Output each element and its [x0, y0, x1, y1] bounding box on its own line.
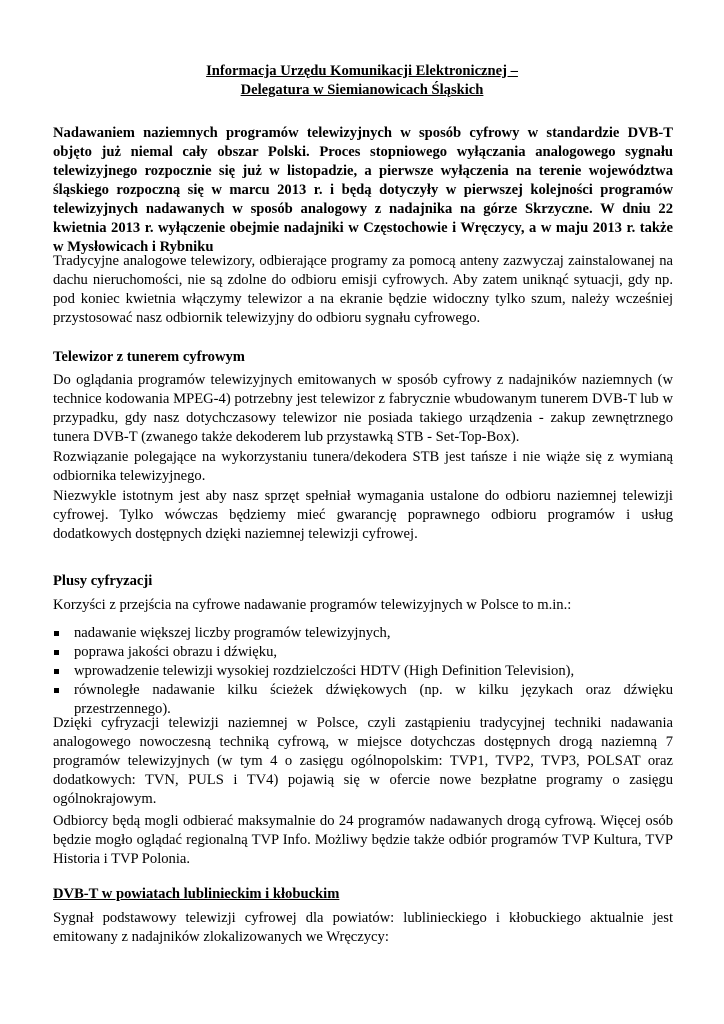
- tuner-paragraph-3: Niezwykle istotnym jest aby nasz sprzęt spełniał wymagania ustalone do odbioru naziemnej telewizji cyfrowej. Tylko wówczas będziemy mieć gwarancję poprawnego odbioru programów i usług dodatkowych dostępnych dzięki naziemnej telewizji cyfrowej.: [53, 488, 673, 542]
- list-item: nadawanie większej liczby programów telewizyjnych,: [53, 624, 673, 643]
- list-item: wprowadzenie telewizji wysokiej rozdzielczości HDTV (High Definition Television),: [53, 662, 673, 681]
- benefits-paragraph-1: Dzięki cyfryzacji telewizji naziemnej w Polsce, czyli zastąpieniu tradycyjnej techniki nadawania analogowego nowoczesną techniką cyfrową, w miejsce dotychczas dostępnych drogą naziemną 7 programów telewizyjnych (w tym 4 o zasięgu ogólnopolskim: TVP1, TVP2, TVP3, POLSAT oraz dodatkowych: TVN, PULS i TV4) pojawią się w ofercie nowe bezpłatne programy o zasięgu ogólnokrajowym.: [53, 715, 673, 807]
- section-heading-tuner: Telewizor z tunerem cyfrowym: [53, 349, 245, 365]
- bullet-icon: [54, 650, 59, 655]
- bullet-icon: [54, 669, 59, 674]
- tuner-paragraph-1: Do oglądania programów telewizyjnych emitowanych w sposób cyfrowy z nadajników naziemnych (w technice kodowania MPEG-4) potrzebny jest telewizor z fabrycznie wbudowanym tunerem DVB-T lub w przypadku, gdy nasz dotychczasowy telewizor nie posiada takiego urządzenia - zakup zewnętrznego tunera DVB-T (zwanego także dekoderem lub przystawką STB - Set-Top-Box).: [53, 372, 673, 445]
- document-title-line-2: Delegatura w Siemianowicach Śląskich: [240, 82, 484, 98]
- lead-paragraph: Nadawaniem naziemnych programów telewizyjnych w sposób cyfrowy w standardzie DVB-T objęto już niemal cały obszar Polski. Proces stopniowego wyłączania analogowego sygnału telewizyjnego rozpocznie się już w listopadzie, a pierwsze wyłączenia na terenie województwa śląskiego rozpoczną się w marcu 2013 r. i będą dotyczyły w pierwszej kolejności programów telewizyjnych nadawanych w sposób analogowy z nadajnika na górze Skrzyczne. W dniu 22 kwietnia 2013 r. wyłączenie obejmie nadajniki w Częstochowie i Wręczycy, a w maju 2013 r. także w Mysłowicach i Rybniku: [53, 125, 673, 255]
- bullet-icon: [54, 631, 59, 636]
- benefits-paragraph-2: Odbiorcy będą mogli odbierać maksymalnie do 24 programów nadawanych drogą cyfrową. Więcej osób będzie mogło oglądać regionalną TVP Info. Możliwy będzie także odbiór programów TVP Kultura, TVP Historia i TVP Polonia.: [53, 813, 673, 867]
- document-title-line-1: Informacja Urzędu Komunikacji Elektronicznej –: [206, 63, 518, 79]
- bullet-icon: [54, 688, 59, 693]
- section-heading-benefits: Plusy cyfryzacji: [53, 573, 153, 589]
- benefits-intro: Korzyści z przejścia na cyfrowe nadawanie programów telewizyjnych w Polsce to m.in.:: [53, 597, 572, 613]
- list-item: poprawa jakości obrazu i dźwięku,: [53, 643, 673, 662]
- intro-paragraph: Tradycyjne analogowe telewizory, odbierające programy za pomocą anteny zazwyczaj zainstalowanej na dachu nieruchomości, nie są zdolne do odbioru emisji cyfrowych. Aby zatem uniknąć sytuacji, gdy np. pod koniec kwietnia włączymy telewizor a na ekranie będzie widoczny tylko szum, należy wcześniej przystosować nasz odbiornik telewizyjny do odbioru sygnału cyfrowego.: [53, 253, 673, 326]
- dvbt-paragraph-1: Sygnał podstawowy telewizji cyfrowej dla powiatów: lublinieckiego i kłobuckiego aktualnie jest emitowany z nadajników zlokalizowanych we Wręczycy:: [53, 910, 673, 945]
- tuner-paragraph-2: Rozwiązanie polegające na wykorzystaniu tunera/dekodera STB jest tańsze i nie wiąże się z wymianą odbiornika telewizyjnego.: [53, 449, 673, 484]
- section-heading-dvbt: DVB-T w powiatach lublinieckim i kłobuckim: [53, 886, 340, 902]
- benefits-list: [53, 624, 673, 719]
- list-item: równoległe nadawanie kilku ścieżek dźwiękowych (np. w kilku językach oraz dźwięku przestrzennego).: [53, 681, 673, 719]
